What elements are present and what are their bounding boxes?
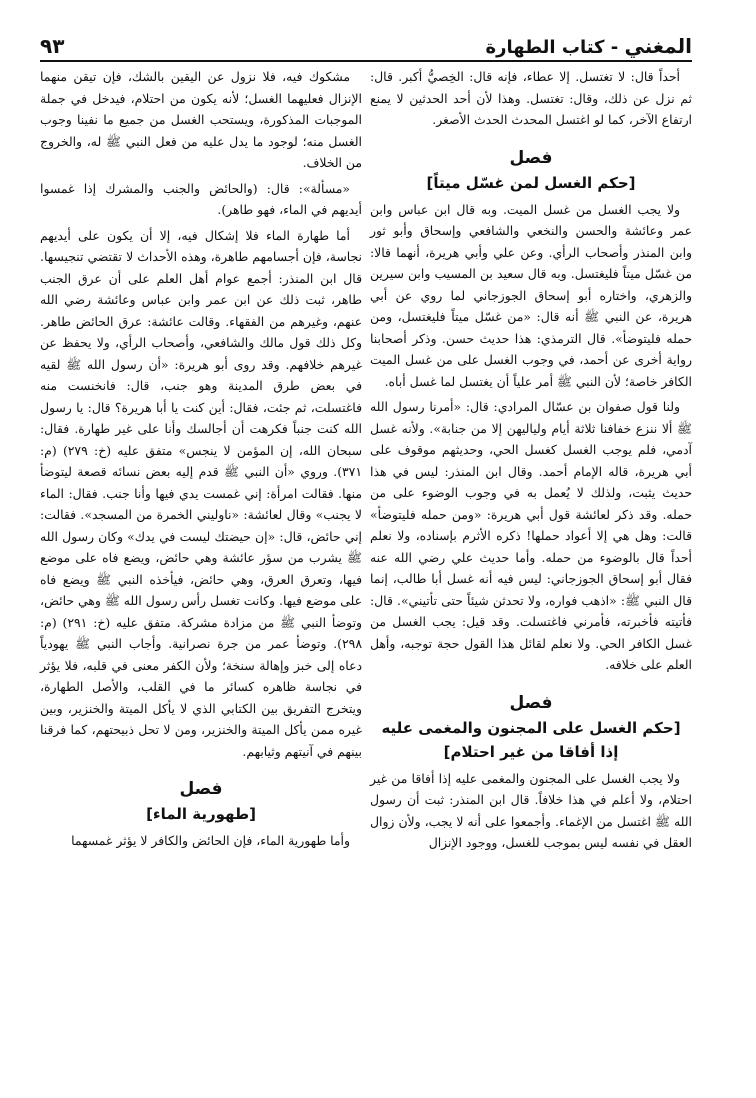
paragraph: أما طهارة الماء فلا إشكال فيه، إلا أن يكون على أيديهم نجاسة، فإن أجسامهم طاهرة، وهذه الأحداث لا تقتضي تنجيسها. قال ابن المنذر: أجمع عوام أهل العلم على أن عرق الجنب طاهر، ثبت ذلك عن ابن عمر وابن عباس وعائشة رضي الله عنهم، وغيرهم من الفقهاء. وقالت عائشة: عرق الحائض طاهر. وكل ذلك قول مالك والشافعي، وأصحاب الرأي، ولا يحفظ عن غيرهم خلافهم. وقد روى أبو هريرة: «أن رسول الله ﷺ لقيه في بعض طرق المدينة وهو جنب، قال: فانخنست منه فاغتسلت، ثم جئت، فقال: أين كنت يا أبا هريرة؟ قال: يا رسول الله كنت جنباً فكرهت أن أجالسك وأنا على غير طهارة. فقال: سبحان الله، إن المؤمن لا ينجس» متفق عليه (خ: ٢٧٩) (م: ٣٧١). وروي «أن النبي ﷺ قدم إليه بعض نسائه قصعة ليتوضأ منها. فقالت امرأة: إني غمست يدي فيها وأنا جنب. فقال: الماء لا يجنب» وقال لعائشة: «ناوليني الخمرة من المسجد». فقالت: إني حائض، قال: «إن حيضتك ليست في يدك» وكان رسول الله ﷺ يشرب من سؤر عائشة وهي حائض، ويضع فاه على موضع فيها، وتعرق العرق، وهي حائض، فيأخذه النبي ﷺ ويضع فاه على موضع فيها. وكانت تغسل رأس رسول الله ﷺ وهي حائض، وتوضأ النبي ﷺ من مزادة مشركة. متفق عليه (خ: ٢٩١) (م: ٢٩٨). وتوضأ عمر من جرة نصرانية. وأجاب النبي ﷺ يهودياً دعاه إلى خبز وإهالة سنخة؛ ولأن الكفر معنى في قلبه، فلا يؤثر في نجاسة ظاهره كسائر ما في القلب، والأصل الطهارة، ويتخرج التفريق بين الكتابي الذي لا يأكل الميتة والخنزير، وبين غيره ممن يأكل الميتة والخنزير، ومن لا تحل ذبيحتهم، كما فرقنا بينهم في آنيتهم وثيابهم.	[40, 227, 363, 759]
book-title-main: المغني	[624, 34, 692, 58]
right-column	[370, 66, 692, 858]
section-title: [طهورية الماء]	[146, 805, 256, 823]
paragraph: أحداً قال: لا تغتسل. إلا عطاء، فإنه قال: الخِصيُّ أكبر. قال: ثم نزل عن ذلك، وقال: تغتسل. وهذا لأن أحد الحدثين لا يمنع ارتفاع الآخر، كما لو اغتسل المحدث الحدث الأصغر.	[370, 69, 692, 127]
book-title	[486, 34, 693, 58]
paragraph: وأما طهورية الماء، فإن الحائض والكافر لا يؤثر غمسهما	[71, 833, 350, 848]
page-number: ٩٣	[40, 34, 65, 58]
section-label: فصل	[509, 692, 553, 713]
section-label: فصل	[179, 779, 223, 799]
section-heading	[370, 690, 692, 764]
section-title: [حكم الغسل على المجنون والمغمى عليه إذا أفاقا من غير احتلام]	[381, 718, 681, 761]
section-label: فصل	[509, 147, 553, 168]
paragraph: ولا يجب الغسل من غسل الميت. وبه قال ابن عباس وابن عمر وعائشة والحسن والنخعي والشافعي وإسحاق وأبو ثور وابن المنذر وأصحاب الرأي. وعن علي وأبي هريرة، أنهما قالا: من غسّل ميتاً فليغتسل. وبه قال سعيد بن المسيب وابن سيرين والزهري، واختاره أبو إسحاق الجوزجاني لما روي عن أبي هريرة، عن النبي ﷺ أنه قال: «من غسّل ميتاً فليغتسل، ومن حمله فليتوضأ». قال الترمذي: هذا حديث حسن. وذكر أصحابنا رواية أخرى عن أحمد، في وجوب الغسل على من غسل الميت الكافر خاصة؛ لأن النبي ﷺ أمر علياً أن يغتسل لما غسل أباه.	[370, 201, 692, 389]
section-title: [حكم الغسل لمن غسّل ميتاً]	[426, 173, 636, 192]
paragraph: ولا يجب الغسل على المجنون والمغمى عليه إذا أفاقا من غير احتلام، ولا أعلم في هذا خلافاً. قال ابن المنذر: ثبت أن رسول الله ﷺ اغتسل من الإغماء. وأجمعوا على أنه لا يجب، ولأن زوال العقل في نفسه ليس بموجب للغسل، ووجود الإنزال	[370, 770, 692, 850]
section-heading	[370, 145, 692, 195]
paragraph: مشكوك فيه، فلا نزول عن اليقين بالشك، فإن تيقن منهما الإنزال فعليهما الغسل؛ لأنه يكون من احتلام، فيدخل في جملة الموجبات المذكورة، ويستحب الغسل من جميع ما نفينا وجوب الغسل منه؛ لوجود ما يدل عليه من فعل النبي ﷺ له، والخروج من الخلاف.	[40, 69, 362, 170]
section-heading	[40, 776, 362, 826]
book-title-section: - كتاب الطهارة	[485, 37, 625, 58]
header-rule	[40, 60, 692, 62]
masala-paragraph: «مسألة»: قال: (والحائض والجنب والمشرك إذا غمسوا أيديهم في الماء، فهو طاهر).	[40, 180, 362, 217]
left-column	[40, 66, 362, 856]
paragraph: ولنا قول صفوان بن عسّال المرادي: قال: «أمرنا رسول الله ﷺ ألا ننزع خفافنا ثلاثة أيام ولياليهن إلا من جنابة». ولأنه غسل آدمي، فلم يوجب الغسل كغسل الحي، وحديثهم موقوف على أبي هريرة، قاله الإمام أحمد. وقال ابن المنذر: ليس في هذا حديث يثبت، ولذلك لا يُعمل به في وجوب الوضوء على من حمله. وقد ذكر لعائشة قول أبي هريرة: «ومن حمله فليتوضأ» قالت: وهل هي إلا أعواد حملها! ذكره الأثرم بإسناده، ولا نعلم أحداً قال بالوضوء من حمله. وأما حديث علي رضي الله عنه فقال أبو إسحاق الجوزجاني: ليس فيه أنه غسل أبا طالب، إنما قال النبي ﷺ: «اذهب فواره، ولا تحدثن شيئاً حتى تأتيني». قال: فأتيته فأخبرته، فأمرني فاغتسلت. وقد قيل: يجب الغسل من غسل الكافر الحي. ولا نعلم لقائل هذا القول حجة توجبه، وأهل العلم على خلافه.	[370, 399, 692, 672]
running-header	[40, 30, 692, 58]
